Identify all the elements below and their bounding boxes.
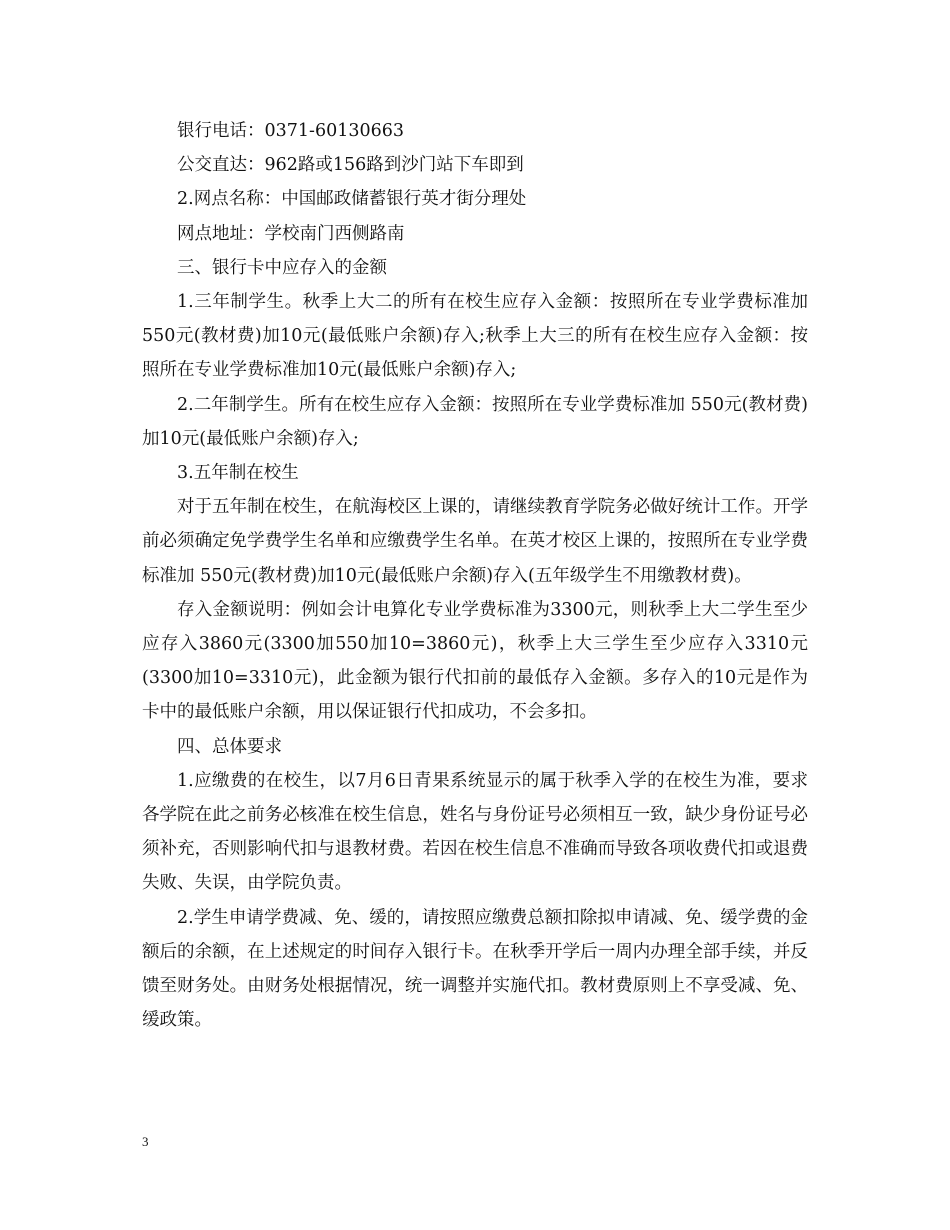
- paragraph-branch-name: 2.网点名称：中国邮政储蓄银行英才街分理处: [177, 189, 527, 210]
- page-number: 3: [142, 1134, 149, 1149]
- section-heading-deposit-amount: 三、银行卡中应存入的金额: [177, 257, 387, 278]
- paragraph-requirement-1: 1.应缴费的在校生，以7月6日青果系统显示的属于秋季入学的在校生为准，要求各学院在此之前务必核准在校生信息，姓名与身份证号必须相互一致，缺少身份证号必须补充，否则影响代扣与退教材费。若因在校生信息不准确而导致各项收费代扣或退费失败、失误，由学院负责。: [142, 770, 808, 894]
- paragraph-deposit-example: 存入金额说明：例如会计电算化专业学费标准为3300元，则秋季上大二学生至少应存入3860元(3300加550加10=3860元)，秋季上大三学生至少应存入3310元(3300加10=3310元)，此金额为银行代扣前的最低存入金额。多存入的10元是作为卡中的最低账户余额，用以保证银行代扣成功，不会多扣。: [142, 599, 808, 723]
- paragraph-five-year-heading: 3.五年制在校生: [177, 463, 299, 484]
- paragraph-bus-route: 公交直达：962路或156路到沙门站下车即到: [177, 155, 524, 176]
- paragraph-bank-phone: 银行电话：0371-60130663: [177, 121, 405, 141]
- paragraph-two-year-students: 2.二年制学生。所有在校生应存入金额：按照所在专业学费标准加 550元(教材费)加10元(最低账户余额)存入;: [142, 394, 808, 449]
- paragraph-branch-address: 网点地址：学校南门西侧路南: [177, 223, 405, 244]
- paragraph-requirement-2: 2.学生申请学费减、免、缓的，请按照应缴费总额扣除拟申请减、免、缓学费的金额后的余额，在上述规定的时间存入银行卡。在秋季开学后一周内办理全部手续，并反馈至财务处。由财务处根据情况，统一调整并实施代扣。教材费原则上不享受减、免、缓政策。: [142, 907, 808, 1031]
- section-heading-general-requirements: 四、总体要求: [177, 736, 282, 757]
- paragraph-three-year-students: 1.三年制学生。秋季上大二的所有在校生应存入金额：按照所在专业学费标准加 550元(教材费)加10元(最低账户余额)存入;秋季上大三的所有在校生应存入金额：按照所在专业学费标准加10元(最低账户余额)存入;: [142, 292, 808, 381]
- document-body: [142, 114, 808, 1037]
- paragraph-five-year-details: 对于五年制在校生，在航海校区上课的，请继续教育学院务必做好统计工作。开学前必须确定免学费学生名单和应缴费学生名单。在英才校区上课的，按照所在专业学费标准加 550元(教材费)加10元(最低账户余额)存入(五年级学生不用缴教材费)。: [142, 497, 808, 586]
